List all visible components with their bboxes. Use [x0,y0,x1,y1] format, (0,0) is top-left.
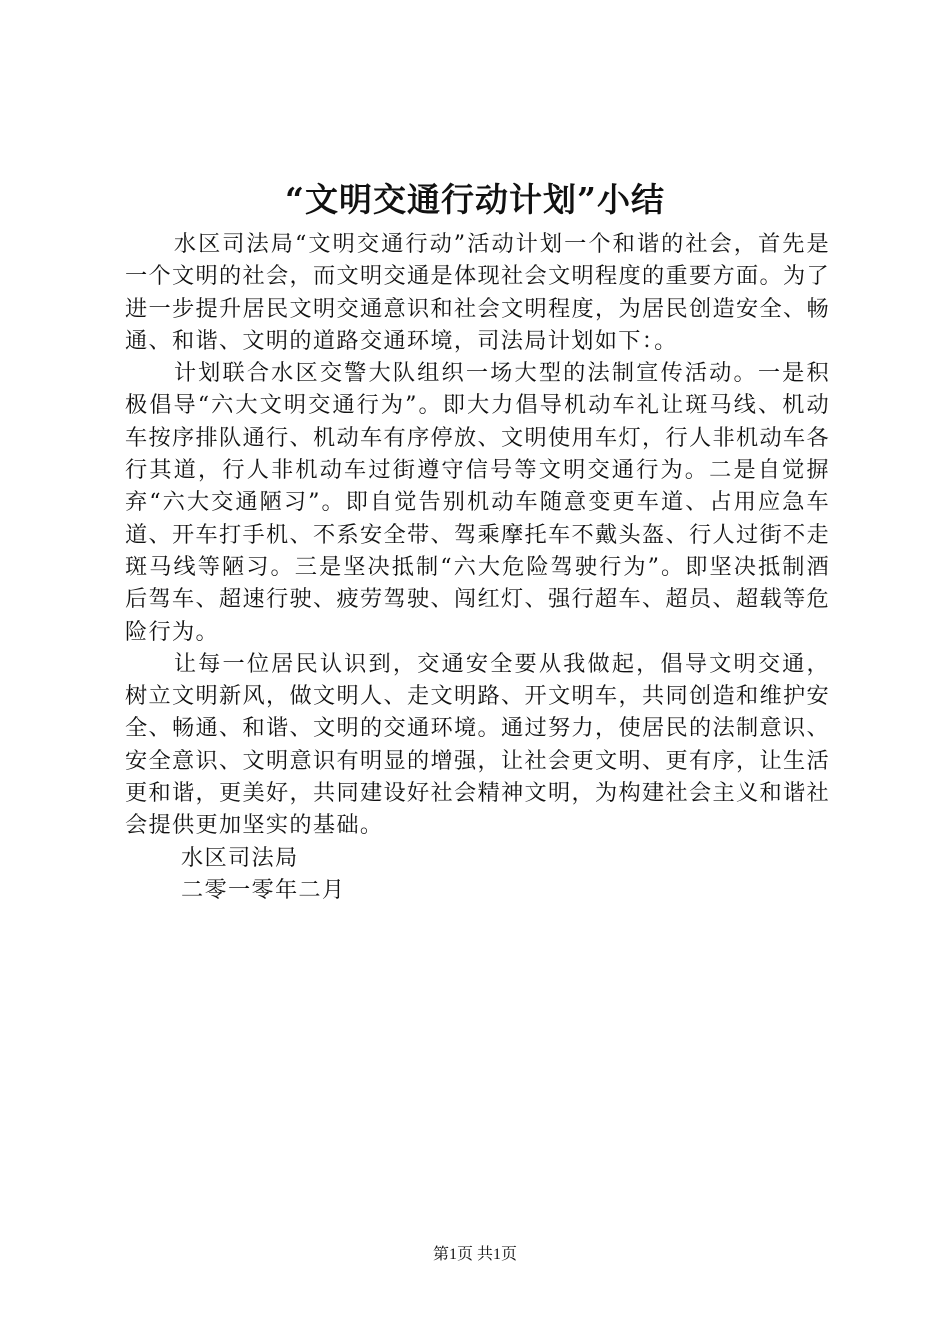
page-footer: 第1页 共1页 [432,1246,517,1263]
paragraph-intro: 水区司法局“文明交通行动”活动计划一个和谐的社会，首先是一个文明的社会，而文明交通是体现社会文明程度的重要方面。为了进一步提升居民文明交通意识和社会文明程度，为居民创造安全、畅通、和谐、文明的道路交通环境，司法局计划如下：。 [125,231,830,354]
document-body [125,228,830,906]
paragraph-goals: 让每一位居民认识到，交通安全要从我做起，倡导文明交通，树立文明新风，做文明人、走文明路、开文明车，共同创造和维护安全、畅通、和谐、文明的交通环境。通过努力，使居民的法制意识、安全意识、文明意识有明显的增强，让社会更文明、更有序，让生活更和谐，更美好，共同建设好社会精神文明，为构建社会主义和谐社会提供更加坚实的基础。 [125,650,830,839]
paragraph-activities: 计划联合水区交警大队组织一场大型的法制宣传活动。一是积极倡导“六大文明交通行为”。即大力倡导机动车礼让斑马线、机动车按序排队通行、机动车有序停放、文明使用车灯，行人非机动车各行其道，行人非机动车过街遵守信号等文明交通行为。二是自觉摒弃“六大交通陋习”。即自觉告别机动车随意变更车道、占用应急车道、开车打手机、不系安全带、驾乘摩托车不戴头盔、行人过街不走斑马线等陋习。三是坚决抵制“六大危险驾驶行为”。即坚决抵制酒后驾车、超速行驶、疲劳驾驶、闯红灯、强行超车、超员、超载等危险行为。 [125,360,830,645]
document-title: “文明交通行动计划”小结 [285,180,665,219]
signature-date: 二零一零年二月 [181,876,346,903]
signature-organization: 水区司法局 [181,844,299,871]
